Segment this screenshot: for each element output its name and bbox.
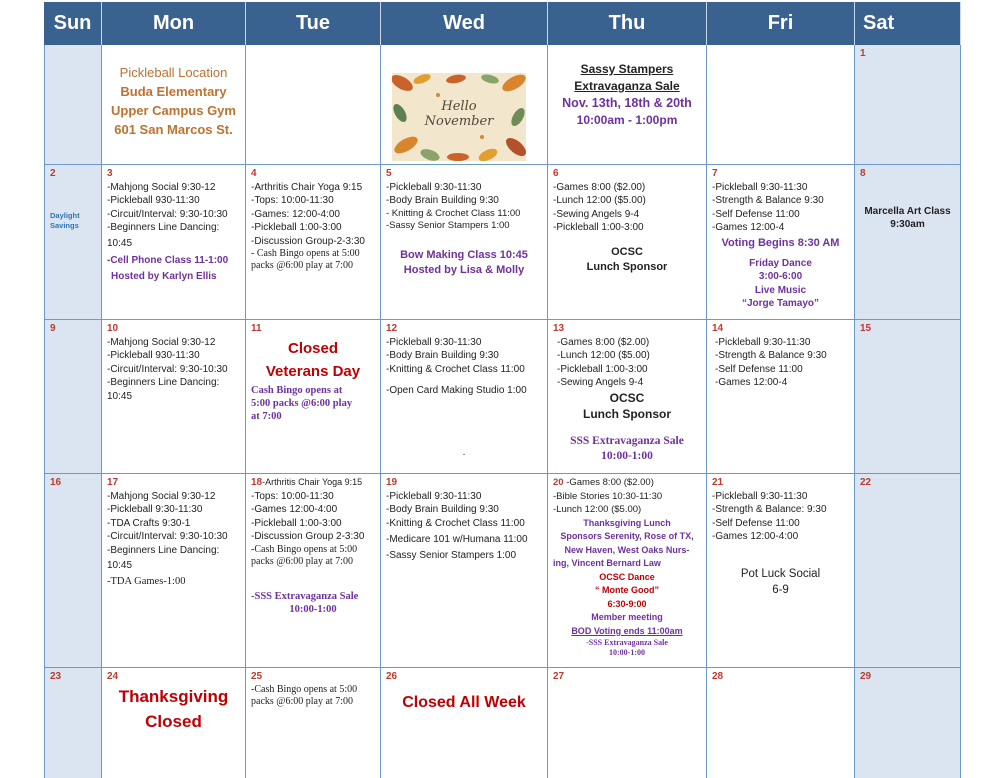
event-item: -Sassy Senior Stampers 1:00 [386,549,517,561]
event-item: -Body Brain Building 9:30 [386,504,499,515]
date-number: 29 [860,671,872,682]
event-item: -Strength & Balance: 9:30 [712,504,827,515]
header-thu: Thu [548,2,707,45]
voting-begins: Voting Begins 8:30 AM [721,236,840,249]
header-wed: Wed [381,2,548,45]
tda-games: -TDA Games-1:00 [107,575,186,587]
week-row [44,668,961,778]
sassy-stampers-cell [548,45,707,165]
week-row [44,165,961,320]
event-item: -Body Brain Building 9:30 [386,350,499,361]
day-cell-28 [707,668,855,778]
bod-voting: BOD Voting ends 11:00am [571,625,683,636]
sponsor-line: Sponsors Serenity, Rose of TX, [560,531,694,541]
day-cell-17 [102,474,246,668]
member-meeting: Member meeting [591,612,663,622]
event-item: -Sewing Angels 9-4 [557,377,644,388]
stray-dot: . [462,446,466,458]
day-cell-empty [44,45,102,165]
event-item: -Beginners Line Dancing: [107,544,220,556]
day-cell-14 [707,320,855,474]
header-sat: Sat [855,2,961,45]
date-number: 22 [860,477,872,488]
event-item: -Games 12:00-4:00 [712,531,799,542]
event-item: -Tops: 10:00-11:30 [251,195,334,206]
closed-label: Closed [145,711,202,731]
sss-sale-time: 10:00-1:00 [289,604,337,615]
date-number: 15 [860,323,872,334]
event-item: -Circuit/Interval: 9:30-10:30 [107,208,228,220]
event-item: -Games 8:00 ($2.00) [557,336,650,348]
event-item: -Open Card Making Studio 1:00 [386,385,527,396]
event-item: -Pickleball 1:00-3:00 [553,222,644,233]
date-number: 28 [712,671,724,682]
day-cell-21 [707,474,855,668]
date-number: 10 [107,323,119,334]
day-cell-24 [102,668,246,778]
event-item: -Pickleball 9:30-11:30 [107,504,203,515]
ocsc-label: OCSC [611,245,643,258]
pot-luck-time: 6-9 [772,583,789,596]
sss-sale: -SSS Extravaganza Sale [586,638,668,647]
event-item: -Self Defense 11:00 [715,363,803,375]
date-number: 1 [860,48,866,59]
day-cell-12 [381,320,548,474]
sss-sale: -SSS Extravaganza Sale [251,590,359,602]
calendar-grid [44,45,961,778]
ocsc-dance: OCSC Dance [599,571,655,582]
day-cell-3 [102,165,246,320]
date-number: 11 [251,323,262,334]
daylight-note: Daylight [50,210,80,220]
date-number: 17 [107,477,119,488]
bingo-line: packs @6:00 play at 7:00 [251,695,353,707]
sss-sale-time: 10:00-1:00 [601,449,653,462]
event-item: -Games 8:00 ($2.00) [553,181,646,193]
thanksgiving-label: Thanksgiving [118,686,229,706]
event-item: -Games 8:00 ($2.00) [563,477,654,488]
veterans-day: Veterans Day [265,362,361,380]
event-item: -Discussion Group-2-3:30 [251,235,365,247]
header-tue: Tue [246,2,381,45]
date-number: 18 [251,477,263,488]
sss-sale-time: 10:00-1:00 [609,648,645,657]
event-item: -Games: 12:00-4:00 [251,208,340,220]
closed-label: Closed [287,339,338,357]
event-item: -Bible Stories 10:30-11:30 [553,490,663,502]
day-cell-6 [548,165,707,320]
date-number: 3 [107,168,113,179]
event-item: 10:45 [107,390,133,402]
event-item: -Pickleball 1:00-3:00 [251,222,342,233]
day-cell-empty [707,45,855,165]
event-item: -Pickleball 1:00-3:00 [251,517,342,529]
savings-note: Savings [50,220,79,230]
date-number: 14 [712,323,724,334]
hosted-by: Hosted by Karlyn Ellis [111,270,217,282]
day-cell-25 [246,668,381,778]
hello-november-image [392,73,526,161]
event-item: -Pickleball 930-11:30 [107,350,200,361]
pickleball-location-cell [102,45,246,165]
event-item: 10:45 [107,237,133,249]
event-item: -Games 12:00-4 [715,377,788,388]
event-item: -Mahjong Social 9:30-12 [107,181,216,193]
event-item: -Pickleball 9:30-11:30 [712,181,808,193]
friday-dance: Friday Dance [749,257,812,269]
bingo-line: packs @6:00 play at 7:00 [251,260,353,271]
day-cell-empty [246,45,381,165]
lunch-sponsor: Lunch Sponsor [583,406,671,421]
date-number: 24 [107,671,119,682]
event-item: -Strength & Balance 9:30 [712,195,824,206]
location-name: Buda Elementary [120,84,227,99]
pickleball-location-title: Pickleball Location [119,65,228,80]
event-item: -TDA Crafts 9:30-1 [107,517,191,529]
date-number: 7 [712,168,718,179]
event-item: -Circuit/Interval: 9:30-10:30 [107,531,228,542]
event-item: 10:45 [107,560,133,571]
week-row [44,45,961,165]
event-item: -Beginners Line Dancing: [107,222,220,233]
date-number: 4 [251,168,257,179]
event-item: -Pickleball 930-11:30 [107,195,200,206]
bingo-line: packs @6:00 play at 7:00 [251,555,353,567]
ocsc-label: OCSC [609,390,645,405]
event-item: -Pickleball 9:30-11:30 [712,490,808,502]
day-cell-2 [44,165,102,320]
day-cell-26 [381,668,548,778]
date-line [553,476,701,490]
cell-phone-class: -Cell Phone Class 11-1:00 [107,255,229,266]
event-item: -Pickleball 9:30-11:30 [715,336,811,348]
sale-time: 10:00am - 1:00pm [576,113,678,127]
week-row [44,320,961,474]
dance-time: 6:30-9:00 [607,598,647,609]
date-number: 13 [553,323,565,334]
bingo-line: -Cash Bingo opens at 5:00 [251,543,358,555]
day-cell-13 [548,320,707,474]
date-number: 8 [860,168,866,179]
location-gym: Upper Campus Gym [111,103,236,118]
hello-november-cell [381,45,548,165]
bingo-line: -Cash Bingo opens at 5:00 [251,683,358,695]
date-number: 25 [251,671,263,682]
bingo-line: 5:00 packs @6:00 play [251,397,353,409]
date-number: 20 [553,477,564,488]
event-item: -Sassy Senior Stampers 1:00 [386,219,510,231]
event-item: -Knitting & Crochet Class 11:00 [386,363,525,375]
november-text: November [424,114,494,129]
day-cell-20 [548,474,707,668]
date-number: 19 [386,477,398,488]
hello-text: Hello [441,99,477,114]
day-cell-1 [855,45,961,165]
week-row [44,474,961,668]
dance-time: 3:00-6:00 [758,271,803,282]
dance-performer: “ Monte Good” [595,585,659,595]
event-item: -Lunch 12:00 ($5.00) [553,195,646,206]
event-item: -Self Defense 11:00 [712,517,800,529]
date-number: 26 [386,671,398,682]
live-music: Live Music [754,284,807,296]
bingo-line: - Cash Bingo opens at 5:00 [251,248,360,259]
hosted-by: Hosted by Lisa & Molly [403,263,525,276]
art-class: Marcella Art Class [864,205,951,217]
bingo-line: at 7:00 [251,410,282,422]
event-item: -Lunch 12:00 ($5.00) [553,504,642,515]
event-item: -Lunch 12:00 ($5.00) [557,350,650,361]
sale-dates: Nov. 13th, 18th & 20th [562,96,692,110]
sss-sale: SSS Extravaganza Sale [570,434,684,447]
header-sun: Sun [44,2,102,45]
bow-making-class: Bow Making Class 10:45 [400,248,528,261]
sponsor-line: New Haven, West Oaks Nurs- [564,544,690,555]
day-cell-5 [381,165,548,320]
date-number: 27 [553,671,565,682]
date-number: 6 [553,168,559,179]
event-item: -Tops: 10:00-11:30 [251,490,334,502]
event-item: -Games 12:00-4 [712,222,785,233]
thanksgiving-lunch: Thanksgiving Lunch [583,517,671,528]
day-cell-10 [102,320,246,474]
date-line [251,476,375,490]
day-cell-4 [246,165,381,320]
lunch-sponsor: Lunch Sponsor [586,260,668,273]
sassy-stampers-title: Sassy Stampers [580,62,674,76]
day-cell-18 [246,474,381,668]
calendar [44,0,961,768]
event-item: -Medicare 101 w/Humana 11:00 [386,534,528,545]
day-cell-27 [548,668,707,778]
event-item: -Knitting & Crochet Class 11:00 [386,517,525,529]
event-item: -Beginners Line Dancing: [107,377,220,388]
day-cell-9 [44,320,102,474]
day-cell-22 [855,474,961,668]
date-number: 9 [50,323,56,334]
day-cell-15 [855,320,961,474]
event-item: -Circuit/Interval: 9:30-10:30 [107,363,228,375]
event-item: -Mahjong Social 9:30-12 [107,336,216,348]
event-item: -Strength & Balance 9:30 [715,350,827,361]
event-item: -Mahjong Social 9:30-12 [107,490,216,502]
date-number: 5 [386,168,392,179]
pot-luck-social: Pot Luck Social [740,567,821,580]
event-item: -Discussion Group 2-3:30 [251,531,365,542]
event-item: -Pickleball 9:30-11:30 [386,336,482,348]
event-item: -Arthritis Chair Yoga 9:15 [251,181,363,193]
event-item: -Body Brain Building 9:30 [386,195,499,206]
date-number: 23 [50,671,62,682]
extravaganza-title: Extravaganza Sale [574,79,680,93]
sponsor-line: ing, Vincent Bernard Law [553,558,661,568]
day-cell-8 [855,165,961,320]
event-item: -Sewing Angels 9-4 [553,208,640,220]
day-cell-11 [246,320,381,474]
event-item: -Self Defense 11:00 [712,208,800,220]
event-item: -Games 12:00-4:00 [251,504,338,515]
performer: “Jorge Tamayo” [741,298,820,309]
event-item: -Pickleball 9:30-11:30 [386,181,482,193]
event-item: -Pickleball 9:30-11:30 [386,490,482,502]
day-cell-29 [855,668,961,778]
date-number: 2 [50,168,56,179]
day-cell-19 [381,474,548,668]
day-cell-16 [44,474,102,668]
day-cell-7 [707,165,855,320]
location-address: 601 San Marcos St. [114,122,233,137]
date-number: 16 [50,477,62,488]
day-cell-23 [44,668,102,778]
event-item: - Knitting & Crochet Class 11:00 [386,207,521,219]
bingo-line: Cash Bingo opens at [251,384,343,396]
header-mon: Mon [102,2,246,45]
closed-all-week: Closed All Week [402,693,526,711]
header-fri: Fri [707,2,855,45]
art-class-time: 9:30am [890,219,925,230]
weekday-header [44,2,961,45]
event-item: -Pickleball 1:00-3:00 [557,363,648,375]
date-number: 12 [386,323,398,334]
date-number: 21 [712,477,724,488]
event-item: -Arthritis Chair Yoga 9:15 [262,477,363,487]
